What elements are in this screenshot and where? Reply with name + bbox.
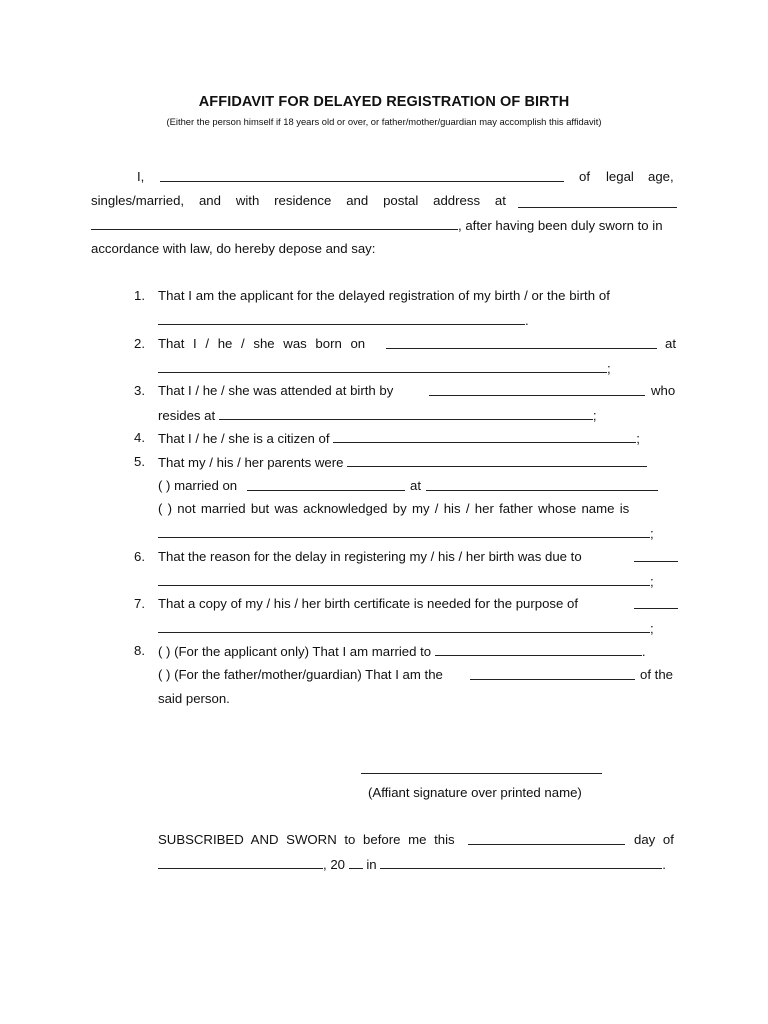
item-8-line-3: said person. — [158, 691, 230, 706]
signature-line[interactable] — [361, 773, 602, 774]
purpose-blank-1[interactable] — [634, 596, 678, 609]
item-5-married-on[interactable]: ( ) married on — [158, 478, 238, 493]
item-2-semicolon: ; — [607, 361, 611, 376]
intro-word: postal — [383, 193, 419, 208]
sworn-period: . — [662, 857, 666, 872]
intro-line-2 — [91, 193, 506, 209]
signature-caption: (Affiant signature over printed name) — [368, 785, 582, 800]
intro-of: of — [579, 169, 590, 184]
intro-age: age, — [648, 169, 674, 184]
spouse-blank[interactable] — [435, 643, 642, 656]
item-4-citizen: That I / he / she is a citizen of — [158, 431, 330, 446]
document-subtitle: (Either the person himself if 18 years old or over, or father/mother/guardian may accomplish this affidavit) — [166, 116, 602, 127]
item-7-line-2 — [158, 620, 654, 637]
item-6-reason: That the reason for the delay in registering my / his / her birth was due to — [158, 549, 582, 564]
item-6-text — [158, 549, 678, 565]
item-number: 1. — [134, 288, 145, 303]
address-blank-2[interactable] — [91, 217, 458, 230]
marriage-date-blank[interactable] — [247, 478, 405, 491]
item-number: 4. — [134, 430, 145, 445]
intro-sworn: , after having been duly sworn to in — [458, 218, 663, 233]
delay-reason-blank-2[interactable] — [158, 573, 650, 586]
parents-blank[interactable] — [347, 454, 647, 467]
item-3-line-2 — [158, 407, 597, 424]
item-6-semicolon: ; — [650, 574, 654, 589]
item-4-semicolon: ; — [636, 431, 640, 446]
item-6-line-2 — [158, 573, 654, 590]
item-8-of-the: of the — [640, 667, 673, 682]
item-5-semicolon: ; — [650, 526, 654, 541]
item-4-text — [158, 430, 640, 447]
item-2-text — [158, 336, 678, 352]
item-2-at: at — [665, 336, 676, 351]
item-number: 6. — [134, 549, 145, 564]
item-8-applicant[interactable]: ( ) (For the applicant only) That I am married to — [158, 644, 432, 659]
item-2-born-on: That I / he / she was born on — [158, 336, 366, 351]
document-title: AFFIDAVIT FOR DELAYED REGISTRATION OF BIRTH — [198, 94, 570, 110]
item-5-text — [158, 454, 647, 471]
intro-line-1 — [137, 169, 677, 185]
item-number: 5. — [134, 454, 145, 469]
item-8-guardian[interactable]: ( ) (For the father/mother/guardian) That I am the — [158, 667, 443, 682]
relationship-blank[interactable] — [470, 667, 635, 680]
month-blank[interactable] — [158, 856, 323, 869]
intro-word: with — [235, 193, 260, 208]
item-5-parents: That my / his / her parents were — [158, 455, 344, 470]
item-1-text: That I am the applicant for the delayed registration of my birth / or the birth of — [158, 288, 610, 303]
birth-place-blank[interactable] — [158, 360, 607, 373]
item-1-period: . — [525, 313, 529, 328]
item-1-line-2 — [158, 312, 529, 329]
marriage-place-blank[interactable] — [426, 478, 658, 491]
sworn-day-of: day of — [634, 832, 674, 847]
item-5-not-married-line[interactable]: ( ) not married but was acknowledged by my / his / her father whose name is — [158, 501, 630, 516]
day-blank[interactable] — [468, 832, 625, 845]
delay-reason-blank-1[interactable] — [634, 549, 678, 562]
item-3-who: who — [651, 383, 676, 398]
intro-i: I, — [137, 169, 145, 184]
item-3-semicolon: ; — [592, 408, 597, 423]
intro-line-3 — [91, 217, 681, 234]
attendant-residence-blank[interactable] — [219, 407, 593, 420]
sworn-subscribed: SUBSCRIBED AND SWORN to before me this — [158, 832, 455, 847]
item-8-guardian-line — [158, 667, 678, 683]
sworn-line-2 — [158, 856, 666, 873]
item-8-applicant-line[interactable] — [158, 643, 645, 660]
address-blank-1[interactable] — [518, 195, 677, 208]
item-3-text — [158, 383, 678, 399]
sworn-year-prefix: , 20 — [323, 857, 345, 872]
intro-legal: legal — [606, 169, 634, 184]
item-5-at: at — [410, 478, 421, 493]
intro-line-4: accordance with law, do hereby depose and say: — [91, 241, 376, 256]
intro-word: at — [494, 193, 506, 208]
intro-word: singles/married, — [91, 193, 185, 208]
item-7-purpose: That a copy of my / his / her birth certificate is needed for the purpose of — [158, 596, 579, 611]
attendant-blank[interactable] — [429, 383, 645, 396]
item-3-attended: That I / he / she was attended at birth by — [158, 383, 394, 398]
item-5-married-line — [158, 478, 668, 494]
item-5-line-4 — [158, 525, 654, 542]
sworn-line-1 — [158, 832, 678, 848]
item-number: 7. — [134, 596, 145, 611]
intro-word: and — [198, 193, 221, 208]
father-name-blank[interactable] — [158, 525, 650, 538]
birth-date-blank[interactable] — [386, 336, 657, 349]
item-3-resides: resides at — [158, 408, 216, 423]
sworn-in: in — [366, 857, 377, 872]
birth-of-blank[interactable] — [158, 312, 525, 325]
item-8-period: . — [641, 644, 646, 659]
purpose-blank-2[interactable] — [158, 620, 650, 633]
intro-word: residence — [274, 193, 332, 208]
name-blank[interactable] — [160, 169, 564, 182]
item-7-text — [158, 596, 678, 612]
item-7-semicolon: ; — [650, 621, 654, 636]
citizenship-blank[interactable] — [333, 430, 636, 443]
item-number: 8. — [134, 643, 145, 658]
item-number: 2. — [134, 336, 145, 351]
intro-word: address — [433, 193, 481, 208]
year-blank[interactable] — [349, 856, 363, 869]
place-blank[interactable] — [380, 856, 662, 869]
intro-word: and — [346, 193, 369, 208]
item-2-line-2 — [158, 360, 611, 377]
item-number: 3. — [134, 383, 145, 398]
